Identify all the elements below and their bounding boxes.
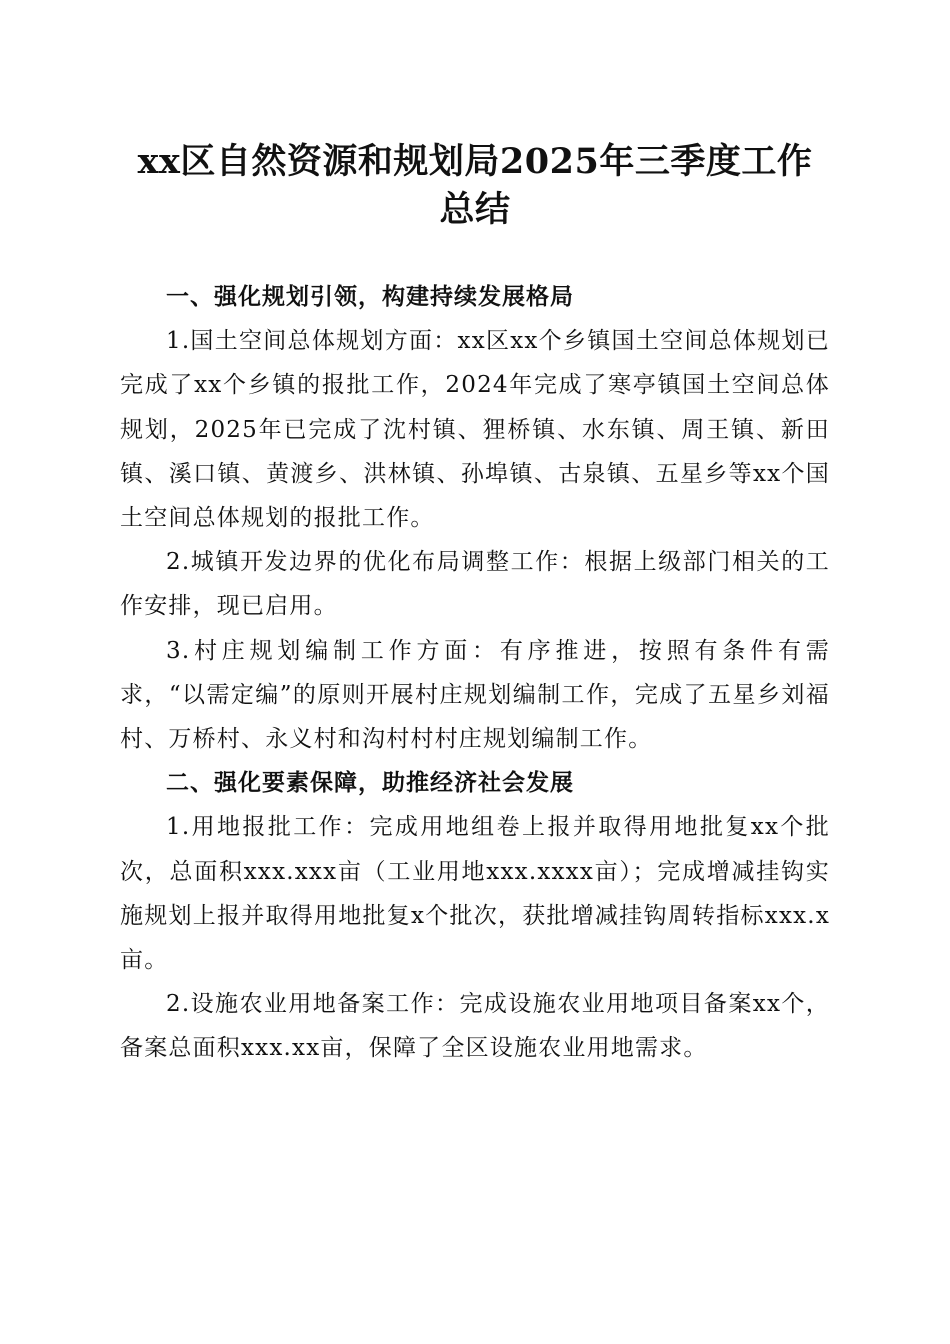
paragraph: 3.村庄规划编制工作方面：有序推进，按照有条件有需求，“以需定编”的原则开展村庄规划编制工作，完成了五星乡刘福村、万桥村、永义村和沟村村村庄规划编制工作。 [120, 637, 830, 753]
document-body [120, 275, 830, 1071]
section-heading: 二、强化要素保障，助推经济社会发展 [166, 770, 574, 797]
document-title: xx区自然资源和规划局2025年三季度工作总结 [137, 141, 813, 230]
section-heading: 一、强化规划引领，构建持续发展格局 [166, 284, 574, 310]
paragraph: 1.用地报批工作：完成用地组卷上报并取得用地批复xx个批次，总面积xxx.xxx亩（工业用地xxx.xxxx亩）；完成增减挂钩实施规划上报并取得用地批复x个批次，获批增减挂钩周转指标xxx.x亩。 [120, 814, 830, 974]
paragraph: 2.城镇开发边界的优化布局调整工作：根据上级部门相关的工作安排，现已启用。 [120, 549, 830, 620]
paragraph: 2.设施农业用地备案工作：完成设施农业用地项目备案xx个，备案总面积xxx.xx亩，保障了全区设施农业用地需求。 [120, 991, 830, 1062]
paragraph: 1.国土空间总体规划方面：xx区xx个乡镇国土空间总体规划已完成了xx个乡镇的报批工作，2024年完成了寒亭镇国土空间总体规划，2025年已完成了沈村镇、狸桥镇、水东镇、周王镇、新田镇、溪口镇、黄渡乡、洪林镇、孙埠镇、古泉镇、五星乡等xx个国土空间总体规划的报批工作。 [120, 328, 830, 532]
